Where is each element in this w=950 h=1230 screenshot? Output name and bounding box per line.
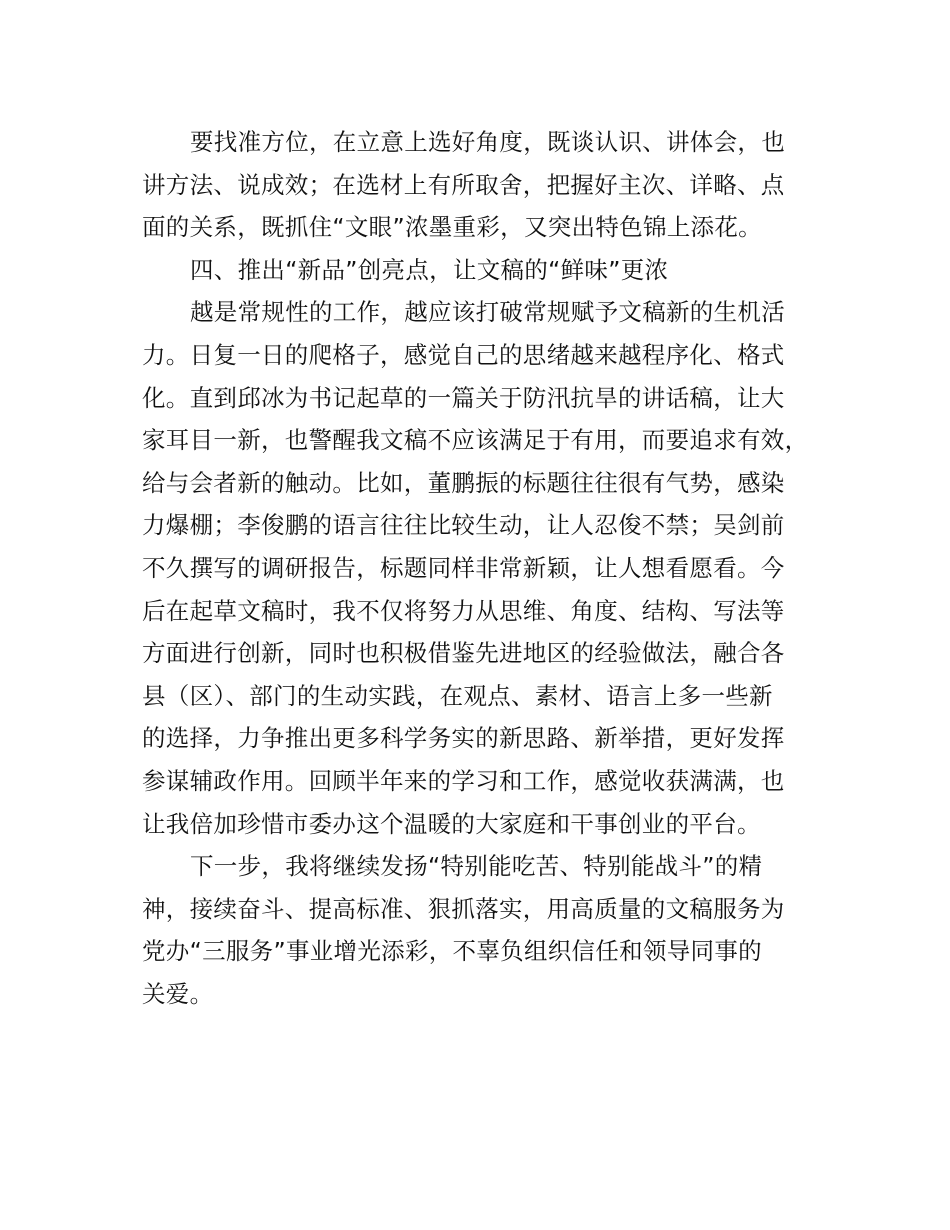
text-line: 党办“三服务”事业增光添彩，不辜负组织信任和领导同事的	[142, 937, 762, 966]
text-line: 不久撰写的调研报告，标题同样非常新颖，让人想看愿看。今	[142, 553, 785, 582]
text-line: 县（区）、部门的生动实践，在观点、素材、语言上多一些新	[142, 681, 773, 710]
text-line: 力爆棚；李俊鹏的语言往往比较生动，让人忍俊不禁；吴剑前	[142, 511, 785, 540]
text-line: 后在起草文稿时，我不仅将努力从思维、角度、结构、写法等	[142, 596, 785, 625]
text-line: 的选择，力争推出更多科学务实的新思路、新举措，更好发挥	[142, 724, 785, 753]
paragraph-next-steps	[142, 845, 810, 1015]
text-line: 面的关系，既抓住“文眼”浓墨重彩，又突出特色锦上添花。	[142, 213, 762, 242]
text-line: 给与会者新的触动。比如，董鹏振的标题往往很有气势，感染	[142, 468, 785, 497]
paragraph-angle-selection	[142, 121, 810, 249]
text-line: 神，接续奋斗、提高标准、狠抓落实，用高质量的文稿服务为	[142, 894, 785, 923]
text-line: 家耳目一新，也警醒我文稿不应该满足于有用，而要追求有效，	[142, 426, 809, 455]
section-heading-four	[142, 249, 810, 292]
paragraph-innovation	[142, 291, 810, 845]
text-line: 要找准方位，在立意上选好角度，既谈认识、讲体会，也	[190, 128, 785, 156]
text-line: 越是常规性的工作，越应该打破常规赋予文稿新的生机活	[190, 298, 785, 327]
text-line: 方面进行创新，同时也积极借鉴先进地区的经验做法，融合各	[142, 639, 785, 668]
text-line: 力。日复一日的爬格子，感觉自己的思绪越来越程序化、格式	[142, 340, 785, 369]
heading-line: 四、推出“新品”创亮点，让文稿的“鲜味”更浓	[190, 255, 669, 284]
text-line: 关爱。	[142, 979, 214, 1008]
document-body	[142, 121, 810, 1015]
text-line: 讲方法、说成效；在选材上有所取舍，把握好主次、详略、点	[142, 170, 785, 199]
text-line: 化。直到邱冰为书记起草的一篇关于防汛抗旱的讲话稿，让大	[142, 383, 785, 412]
text-line: 参谋辅政作用。回顾半年来的学习和工作，感觉收获满满，也	[142, 766, 785, 795]
text-line: 下一步，我将继续发扬“特别能吃苦、特别能战斗”的精	[190, 852, 763, 881]
text-line: 让我倍加珍惜市委办这个温暖的大家庭和干事创业的平台。	[142, 809, 761, 838]
